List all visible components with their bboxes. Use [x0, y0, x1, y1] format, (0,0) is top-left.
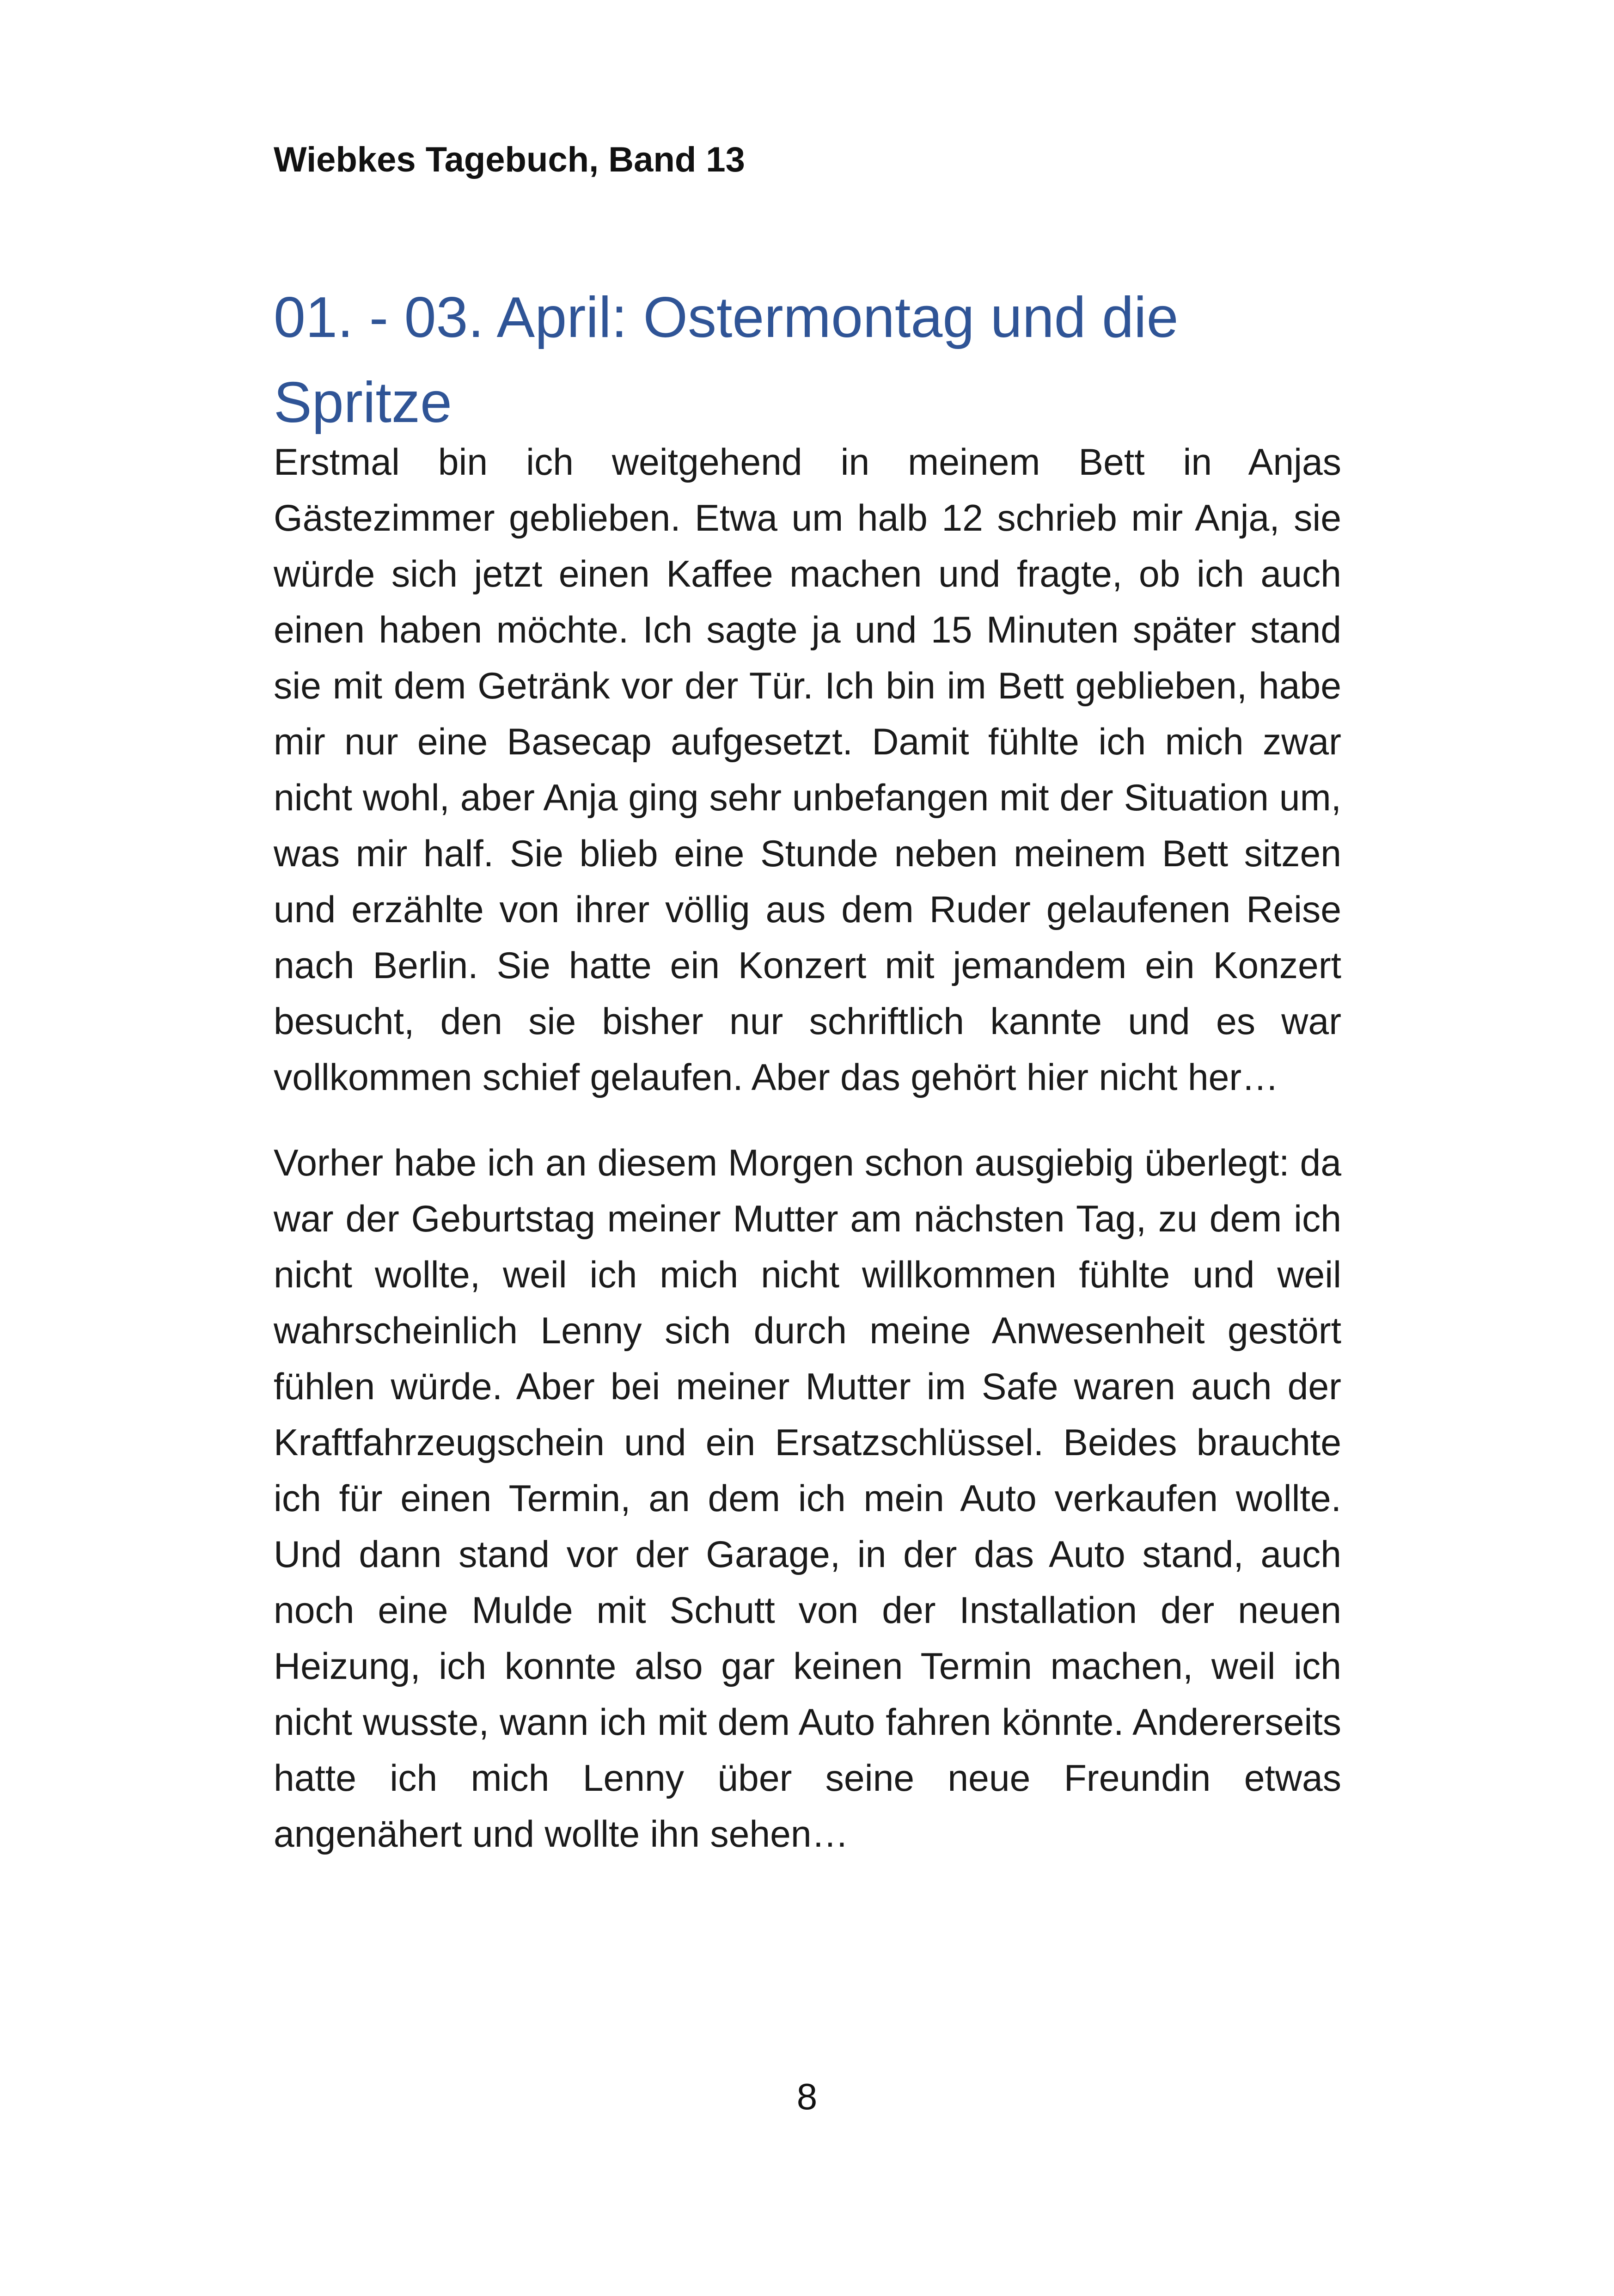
- chapter-title: 01. - 03. April: Ostermontag und die Spritze: [274, 286, 1179, 435]
- paragraph-1: Erstmal bin ich weitgehend in meinem Bett in Anjas Gästezimmer geblieben. Etwa um halb 12 schrieb mir Anja, sie würde sich jetzt einen Kaffee machen und fragte, ob ich auch einen haben möchte. Ich sagte ja und 15 Minuten später stand sie mit dem Getränk vor der Tür. Ich bin im Bett geblieben, habe mir nur eine Basecap aufgesetzt. Damit fühlte ich mich zwar nicht wohl, aber Anja ging sehr unbefangen mit der Situation um, was mir half. Sie blieb eine Stunde neben meinem Bett sitzen und erzählte von ihrer völlig aus dem Ruder gelaufenen Reise nach Berlin. Sie hatte ein Konzert mit jemandem ein Konzert besucht, den sie bisher nur schriftlich kannte und es war vollkommen schief gelaufen. Aber das gehört hier nicht her…: [274, 441, 1341, 1098]
- book-title: Wiebkes Tagebuch, Band 13: [274, 140, 745, 179]
- paragraph-2: Vorher habe ich an diesem Morgen schon ausgiebig überlegt: da war der Geburtstag meiner Mutter am nächsten Tag, zu dem ich nicht wollte, weil ich mich nicht willkommen fühlte und weil wahrscheinlich Lenny sich durch meine Anwesenheit gestört fühlen würde. Aber bei meiner Mutter im Safe waren auch der Kraftfahrzeugschein und ein Ersatzschlüssel. Beides brauchte ich für einen Termin, an dem ich mein Auto verkaufen wollte. Und dann stand vor der Garage, in der das Auto stand, auch noch eine Mulde mit Schutt von der Installation der neuen Heizung, ich konnte also gar keinen Termin machen, weil ich nicht wusste, wann ich mit dem Auto fahren könnte. Andererseits hatte ich mich Lenny über seine neue Freundin etwas angenähert und wollte ihn sehen…: [274, 1142, 1341, 1855]
- body-text: [274, 435, 1341, 1892]
- page-number: 8: [796, 2076, 818, 2117]
